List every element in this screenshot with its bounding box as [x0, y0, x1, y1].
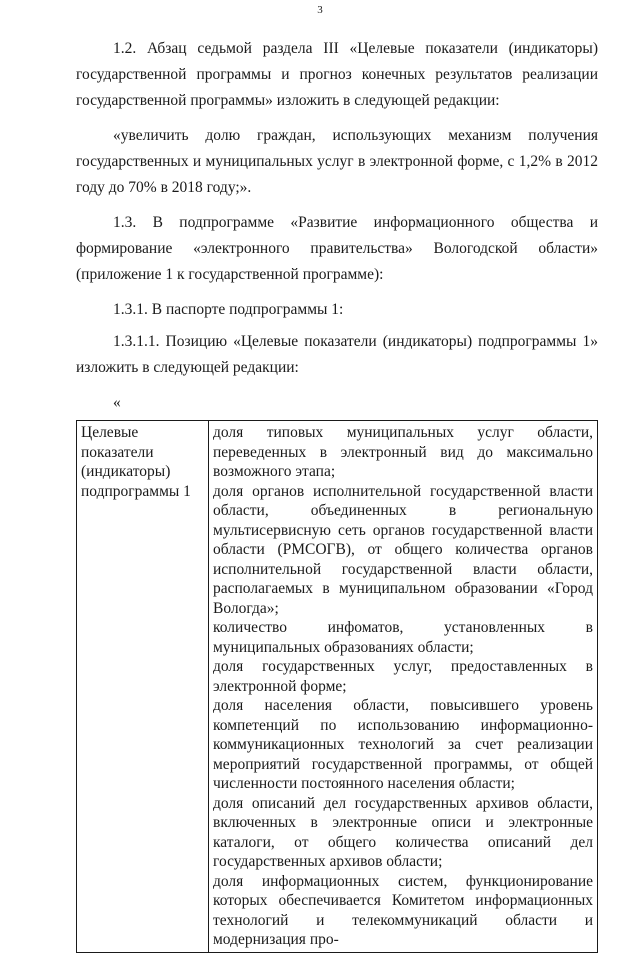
table-row	[77, 421, 598, 953]
page-number: 3	[317, 4, 323, 16]
document-body	[76, 36, 598, 953]
quote-open-mark: «	[113, 394, 121, 411]
indicator-item: доля населения области, повысившего уровень компетенций по использованию информационно-коммуникационных технологий за счет реализации мероприятий государственной программы, от общей численности постоянного населения области;	[213, 697, 593, 792]
paragraph-1-3-1: 1.3.1. В паспорте подпрограммы 1:	[113, 301, 344, 318]
indicators-table	[76, 420, 598, 953]
indicator-item: количество инфоматов, установленных в муниципальных образованиях области;	[213, 619, 593, 656]
indicators-items-cell	[209, 421, 598, 953]
indicator-item: доля государственных услуг, предоставленных в электронной форме;	[213, 658, 593, 695]
indicator-item: доля типовых муниципальных услуг области, переведенных в электронный вид до максимально возможного этапа;	[213, 424, 593, 480]
indicator-item: доля информационных систем, функционирование которых обеспечивается Комитетом информационных технологий и телекоммуникаций области и модернизация про-	[213, 872, 593, 948]
indicator-item: доля описаний дел государственных архивов области, включенных в электронные описи и электронные каталоги, от общего количества описаний дел государственных архивов области;	[213, 794, 593, 870]
indicator-item: доля органов исполнительной государственной власти области, объединенных в региональную мультисервисную сеть органов государственной власти области (РМСОГВ), от общего количества органов исполнительной государственной власти области, располагаемых в муниципальном образовании «Город Вологда»;	[213, 482, 593, 617]
paragraph-1-3-1-1: 1.3.1.1. Позицию «Целевые показатели (индикаторы) подпрограммы 1» изложить в следующей редакции:	[76, 333, 598, 376]
paragraph-1-2: 1.2. Абзац седьмой раздела III «Целевые показатели (индикаторы) государственной программы и прогноз конечных результатов реализации государственной программы» изложить в следующей редакции:	[76, 40, 598, 109]
paragraph-1-3: 1.3. В подпрограмме «Развитие информационного общества и формирование «электронного правительства» Вологодской области» (приложение 1 к государственной программе):	[76, 214, 598, 283]
indicators-label-cell: Целевые показатели (индикаторы) подпрограммы 1	[77, 421, 209, 953]
paragraph-quote-goal: «увеличить долю граждан, использующих механизм получения государственных и муниципальных услуг в электронной форме, с 1,2% в 2012 году до 70% в 2018 году;».	[76, 127, 598, 196]
